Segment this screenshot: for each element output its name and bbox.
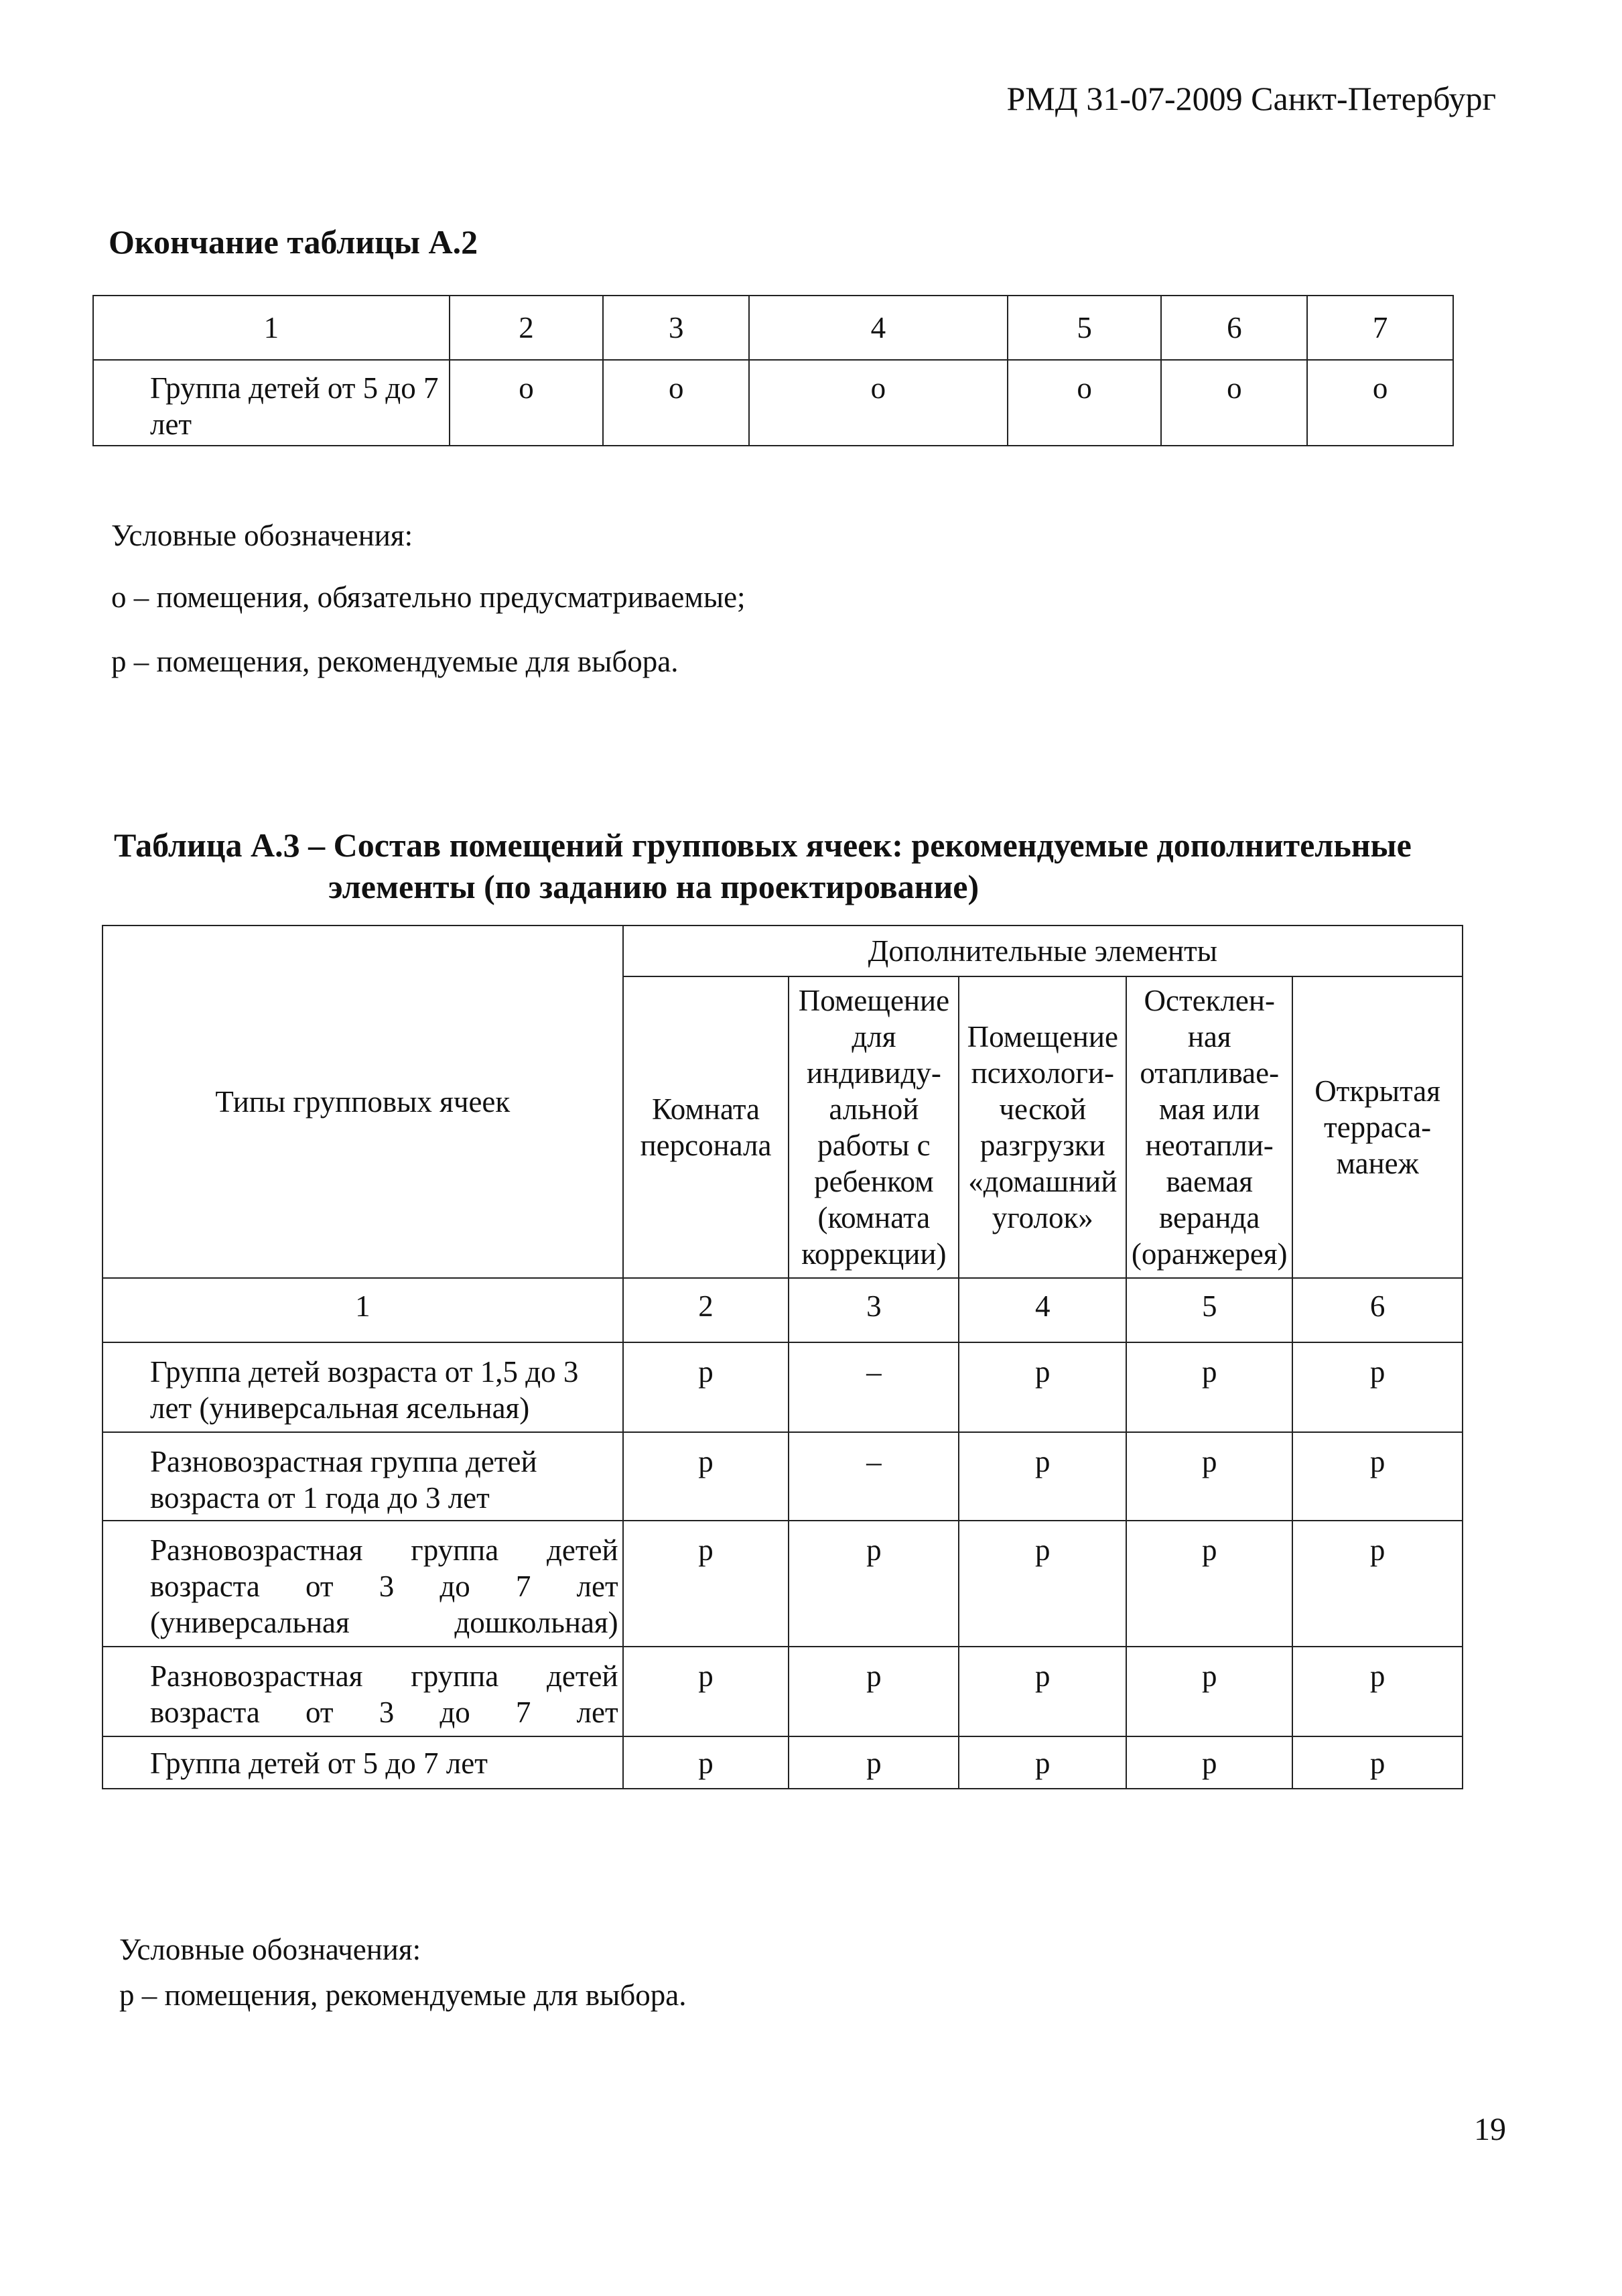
column-header: Открытая терраса-манеж [1292,976,1463,1278]
table-cell: р [789,1521,959,1647]
table-cell: р [1126,1342,1292,1432]
table-row [103,1432,1463,1521]
row-label-text: Разновозрастная группа детей возраста от 3 до 7 лет (универсальная дошкольная) [150,1533,618,1639]
column-number: 1 [103,1278,623,1342]
legend-item: о – помещения, обязательно предусматриваемые; [111,580,746,614]
col-group-header: Дополнительные элементы [623,926,1463,976]
table-cell: р [1292,1736,1463,1789]
table-row [103,1342,1463,1432]
table-a3-caption-line2: элементы (по заданию на проектирование) [328,868,979,905]
legend-title: Условные обозначения: [111,519,413,552]
table-cell: р [623,1342,789,1432]
table-a2-header-cell: 6 [1161,296,1307,360]
page-number: 19 [1474,2112,1506,2147]
table-a3-group-header-row [103,926,1463,976]
table-cell: р [1292,1432,1463,1521]
column-header: Помещение для индивиду-альной работы с ребенком (комната коррекции) [789,976,959,1278]
table-cell: р [789,1736,959,1789]
legend-item: р – помещения, рекомендуемые для выбора. [119,1978,687,2012]
table-cell: р [623,1432,789,1521]
table-a2-header-cell: 3 [603,296,749,360]
table-cell: о [749,360,1008,446]
row-label: Группа детей от 5 до 7 лет [93,360,450,446]
table-cell: р [623,1736,789,1789]
row-label: Группа детей возраста от 1,5 до 3 лет (универсальная ясельная) [103,1342,623,1432]
table-cell: р [1126,1736,1292,1789]
table-row [103,1647,1463,1736]
table-a2-header-row [93,296,1453,360]
table-cell: р [789,1647,959,1736]
table-cell: р [623,1647,789,1736]
row-type-header: Типы групповых ячеек [103,926,623,1278]
table-cell: р [959,1736,1126,1789]
table-a2-header-cell: 1 [93,296,450,360]
table-cell: о [450,360,604,446]
table-cell: р [959,1521,1126,1647]
table-cell: о [1307,360,1453,446]
column-number: 3 [789,1278,959,1342]
legend-title: Условные обозначения: [119,1933,421,1966]
table-a3-caption-line1: Таблица А.3 – Состав помещений групповых ячеек: рекомендуемые дополнительные [114,826,1412,864]
table-cell: – [789,1432,959,1521]
table-cell: р [959,1432,1126,1521]
table-a2-header-cell: 2 [450,296,604,360]
column-number: 6 [1292,1278,1463,1342]
table-cell: о [603,360,749,446]
table-a2-header-cell: 5 [1008,296,1162,360]
table-cell: о [1008,360,1162,446]
table-cell: р [1126,1521,1292,1647]
table-a2 [92,295,1454,446]
table-a3-caption [114,824,1521,907]
row-label [103,1647,623,1736]
column-header: Помещение психологи-ческой разгрузки «домашний уголок» [959,976,1126,1278]
row-label [103,1521,623,1647]
table-cell: р [1126,1432,1292,1521]
table-a3 [102,925,1463,1789]
table-row [93,360,1453,446]
legend-item: р – помещения, рекомендуемые для выбора. [111,645,679,678]
document-id: РМД 31-07-2009 Санкт-Петербург [1006,80,1496,117]
table-cell: р [623,1521,789,1647]
table-cell: о [1161,360,1307,446]
table-row [103,1521,1463,1647]
table-cell: – [789,1342,959,1432]
row-label: Группа детей от 5 до 7 лет [103,1736,623,1789]
row-label: Разновозрастная группа детей возраста от 1 года до 3 лет [103,1432,623,1521]
table-cell: р [959,1342,1126,1432]
table-a2-header-cell: 7 [1307,296,1453,360]
table-cell: р [1292,1342,1463,1432]
column-header: Остеклен-ная отапливае-мая или неотапли-ваемая веранда (оранжерея) [1126,976,1292,1278]
table-row [103,1736,1463,1789]
column-number: 4 [959,1278,1126,1342]
table-cell: р [959,1647,1126,1736]
column-header: Комната персонала [623,976,789,1278]
table-a2-caption: Окончание таблицы А.2 [109,223,478,261]
column-number: 2 [623,1278,789,1342]
table-a3-number-row [103,1278,1463,1342]
table-a2-header-cell: 4 [749,296,1008,360]
table-cell: р [1292,1647,1463,1736]
column-number: 5 [1126,1278,1292,1342]
row-label-text: Разновозрастная группа детей возраста от 3 до 7 лет [150,1659,618,1729]
table-cell: р [1126,1647,1292,1736]
table-cell: р [1292,1521,1463,1647]
